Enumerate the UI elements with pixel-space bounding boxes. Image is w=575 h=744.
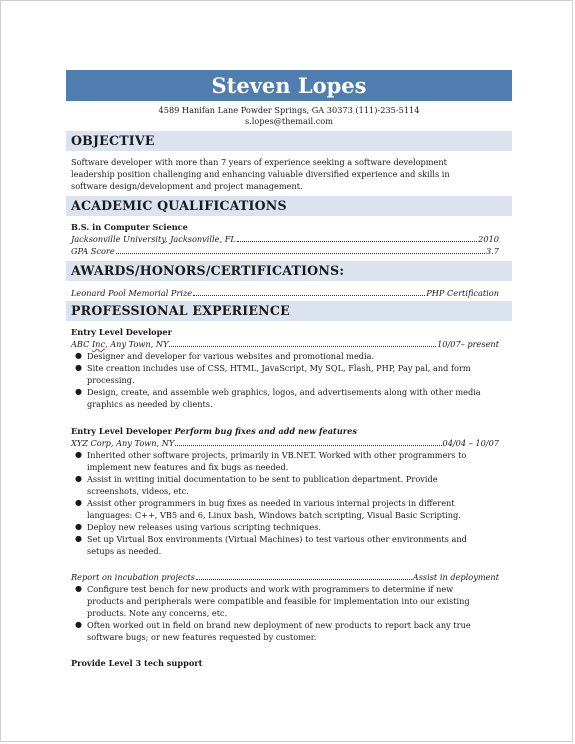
list-item: ● Assist other programmers in bug fixes as needed in various internal projects in different languages: C++, VB5 and 6, Linux bash, Windows batch scripting, Visual Basic Scripting.: [75, 498, 461, 520]
objective-line: Software developer with more than 7 years of experience seeking a software development: [71, 157, 447, 167]
job1-bullets: [71, 350, 515, 410]
experience-heading: PROFESSIONAL EXPERIENCE: [66, 301, 512, 321]
job2-title: Entry Level Developer Perform bug fixes and add new features: [71, 426, 357, 436]
name-banner: [66, 70, 512, 101]
list-item: ● Configure test bench for new products and work with programmers to determine if new products and peripherals were compatible and feasible for implementation into our existing products. Note any concerns, etc.: [75, 584, 470, 618]
list-item: ● Often worked out in field on brand new deployment of new products to report back any true software bugs; or new features requested by customer.: [75, 620, 471, 642]
job2-dates: 04/04 – 10/07: [442, 438, 499, 448]
school-line: [71, 233, 499, 245]
gpa-label: GPA Score: [71, 246, 115, 256]
contact-email: s.lopes@themail.com: [245, 116, 333, 126]
list-item: ● Deploy new releases using various scripting techniques.: [75, 522, 322, 532]
list-item: ● Designer and developer for various websites and promotional media.: [75, 351, 375, 361]
gpa-line: [71, 245, 499, 257]
leader-dots: [175, 437, 441, 446]
leader-dots: [193, 287, 425, 296]
award-prize: Leonard Pool Memorial Prize: [71, 288, 193, 298]
leader-dots: [196, 571, 412, 580]
gpa-value: 3.7: [485, 246, 499, 256]
leader-dots: [116, 245, 485, 254]
job3-line: [71, 571, 499, 583]
school-name: Jacksonville University, Jacksonville, FL: [71, 234, 236, 244]
list-item: ● Inherited other software projects, primarily in VB.NET. Worked with other programmers to implement new features and fix bugs as needed.: [75, 450, 467, 472]
awards-heading: AWARDS/HONORS/CERTIFICATIONS:: [66, 261, 512, 281]
job1-company: ABC Inc, Any Town, NY: [71, 339, 169, 349]
job2-company: XYZ Corp, Any Town, NY: [71, 438, 175, 448]
leader-dots: [169, 338, 436, 347]
list-item: ● Assist in writing initial documentation to be sent to publication department. Provide screenshots, videos, etc.: [75, 474, 438, 496]
job1-dates: 10/07– present: [437, 339, 499, 349]
final-item: Provide Level 3 tech support: [71, 658, 203, 668]
graduation-year: 2010: [478, 234, 499, 244]
objective-text: [71, 156, 501, 192]
job2-company-line: [71, 437, 499, 449]
degree-title: B.S. in Computer Science: [71, 222, 188, 232]
contact-address: 4589 Hanifan Lane Powder Springs, GA 30373 (111)-235-5114: [158, 105, 420, 115]
job2-bullets: [71, 449, 515, 557]
list-item: ● Set up Virtual Box environments (Virtual Machines) to test various other environments and setups as needed.: [75, 534, 467, 556]
award-certification: PHP Certification: [426, 288, 499, 298]
objective-line: software design/development and project management.: [71, 181, 303, 191]
leader-dots: [237, 233, 477, 242]
job3-role: Assist in deployment: [412, 572, 499, 582]
list-item: ● Design, create, and assemble web graphics, logos, and advertisements along with other media graphics as needed by clients.: [75, 387, 481, 409]
objective-line: leadership position challenging and enhancing valuable diversified experience and skills in: [71, 169, 450, 179]
candidate-name: Steven Lopes: [211, 73, 367, 98]
job1-company-line: [71, 338, 499, 350]
job3-bullets: [71, 583, 515, 643]
job3-project: Report on incubation projects: [71, 572, 195, 582]
awards-line: [71, 287, 499, 299]
objective-heading: OBJECTIVE: [66, 131, 512, 151]
job1-title: Entry Level Developer: [71, 327, 172, 337]
list-item: ● Site creation includes use of CSS, HTML, JavaScript, My SQL, Flash, PHP, Pay pal, and form processing.: [75, 363, 471, 385]
academic-heading: ACADEMIC QUALIFICATIONS: [66, 196, 512, 216]
